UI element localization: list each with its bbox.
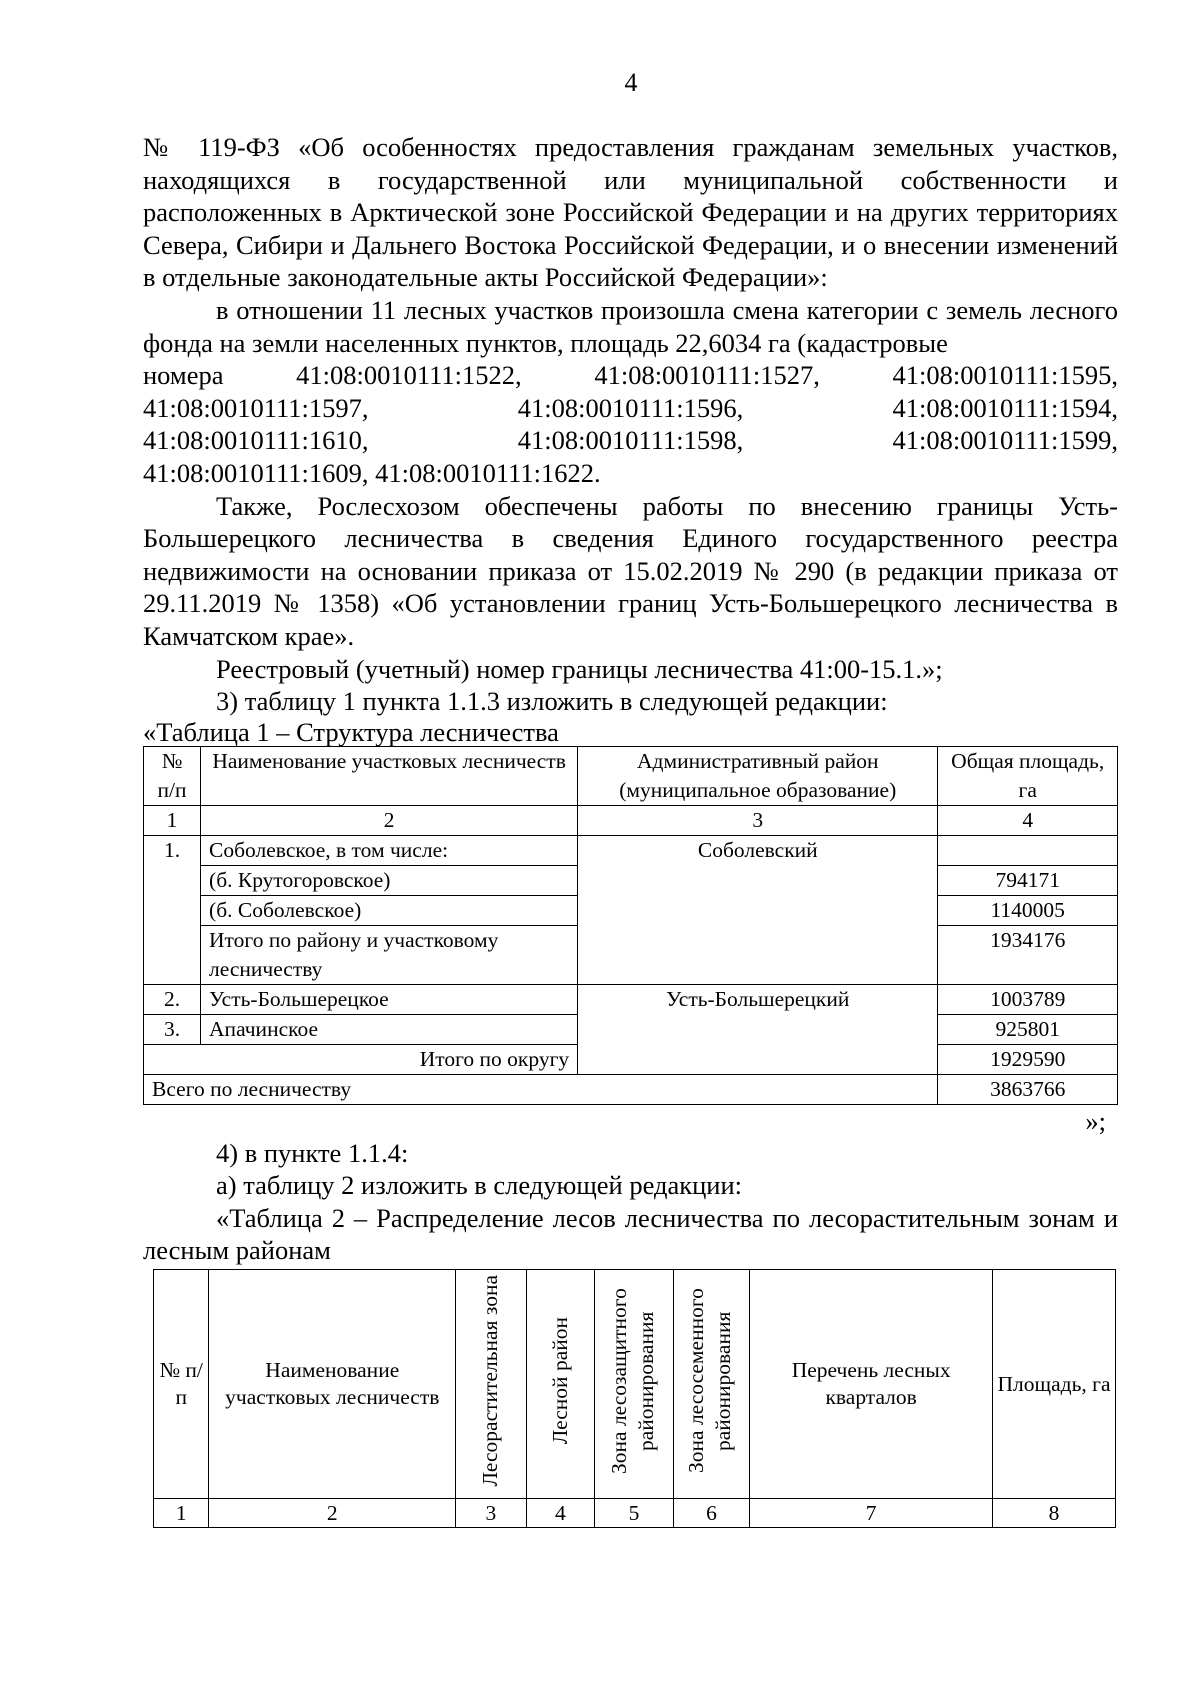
table-column-numbers: [144, 805, 1118, 835]
area-value: 1140005: [938, 895, 1118, 925]
forestry-name: Соболевское, в том числе:: [201, 835, 578, 865]
total-area: 3863766: [938, 1074, 1118, 1104]
total-label: Всего по лесничеству: [144, 1074, 938, 1104]
table-forest-distribution: [153, 1269, 1116, 1528]
column-number: 8: [993, 1499, 1116, 1528]
column-header: Перечень лесных кварталов: [750, 1270, 993, 1499]
table-row: [144, 984, 1118, 1014]
row-number: 1.: [144, 835, 201, 984]
column-header: Площадь, га: [993, 1270, 1116, 1499]
column-header: № п/п: [144, 746, 201, 805]
table-forestry-structure: [143, 746, 1118, 1105]
table-row: [144, 835, 1118, 865]
table2-caption: «Таблица 2 – Распределение лесов лесничества по лесорастительным зонам и лесным районам: [143, 1202, 1118, 1266]
column-number: 6: [673, 1499, 750, 1528]
row-number: 2.: [144, 984, 201, 1014]
cadastral-last-line: 41:08:0010111:1609, 41:08:0010111:1622.: [143, 457, 601, 488]
column-header: Зона лесосеменного районирования: [684, 1288, 736, 1473]
column-number: 7: [750, 1499, 993, 1528]
column-number: 3: [578, 805, 938, 835]
district-name: Усть-Большерецкий: [578, 984, 938, 1074]
area-value: 1934176: [938, 925, 1118, 984]
column-header: Зона лесозащитного районирования: [606, 1287, 658, 1474]
cadastral-row-3: [143, 424, 1118, 457]
table1-caption: «Таблица 1 – Структура лесничества: [143, 716, 559, 747]
column-number: 1: [154, 1499, 209, 1528]
table-header-row: [154, 1270, 1116, 1499]
column-header-vertical: [595, 1270, 674, 1499]
column-header: Наименование участковых лесничеств: [209, 1270, 456, 1499]
paragraph-law-reference: № 119-ФЗ «Об особенностях предоставления гражданам земельных участков, находящихся в государственной или муниципальной собственности и расположенных в Арктической зоне Российской Федерации и на других территориях Севера, Сибири и Дальнего Востока Российской Федерации, и о внесении изменений в отдельные законодательные акты Российской Федерации»:: [143, 132, 1118, 293]
document-body: [143, 131, 1118, 1528]
cadastral-number: 41:08:0010111:1522,: [296, 360, 522, 391]
table1-closing: »;: [1085, 1105, 1106, 1136]
column-header-vertical: [456, 1270, 527, 1499]
column-header: Лесной район: [547, 1316, 572, 1445]
cadastral-number: 41:08:0010111:1595,: [892, 360, 1118, 391]
table-header-row: [144, 746, 1118, 805]
area-value: 1929590: [938, 1044, 1118, 1074]
column-number: 5: [595, 1499, 674, 1528]
paragraph-category-change: в отношении 11 лесных участков произошла смена категории с земель лесного фонда на земли населенных пунктов, площадь 22,6034 га (кадастровые: [143, 294, 1118, 358]
area-value: 1003789: [938, 984, 1118, 1014]
paragraph-table1-intro: 3) таблицу 1 пункта 1.1.3 изложить в следующей редакции:: [216, 686, 888, 717]
column-header: Общая площадь, га: [938, 746, 1118, 805]
district-name: Соболевский: [578, 835, 938, 984]
column-number: 4: [526, 1499, 594, 1528]
column-number: 4: [938, 805, 1118, 835]
row-number: 3.: [144, 1014, 201, 1044]
paragraph-boundary: Также, Рослесхозом обеспечены работы по внесению границы Усть-Большерецкого лесничества в сведения Единого государственного реестра недвижимости на основании приказа от 15.02.2019 № 290 (в редакции приказа от 29.11.2019 № 1358) «Об установлении границ Усть-Большерецкого лесничества в Камчатском крае».: [143, 490, 1118, 651]
cadastral-number: 41:08:0010111:1527,: [594, 360, 820, 391]
cadastral-number: 41:08:0010111:1599,: [892, 425, 1118, 456]
cadastral-number: 41:08:0010111:1594,: [892, 392, 1118, 423]
column-number: 2: [209, 1499, 456, 1528]
paragraph-registry-number: Реестровый (учетный) номер границы лесничества 41:00-15.1.»;: [216, 653, 943, 684]
cadastral-number: 41:08:0010111:1610,: [143, 425, 369, 456]
column-header-vertical: [526, 1270, 594, 1499]
area-value: 925801: [938, 1014, 1118, 1044]
cadastral-row-2: [143, 392, 1118, 425]
numbers-label: номера: [143, 360, 224, 391]
cadastral-number: 41:08:0010111:1596,: [517, 392, 744, 423]
table-column-numbers: [154, 1499, 1116, 1528]
column-header-vertical: [673, 1270, 750, 1499]
column-header: Административный район (муниципальное образование): [578, 746, 938, 805]
cadastral-number: 41:08:0010111:1598,: [517, 425, 744, 456]
column-header: Лесорастительная зона: [478, 1274, 503, 1487]
cadastral-row-1: [143, 359, 1118, 392]
paragraph-item-4: 4) в пункте 1.1.4:: [216, 1137, 409, 1168]
forestry-name: Итого по району и участковому лесничеству: [201, 925, 578, 984]
area-value: 794171: [938, 865, 1118, 895]
paragraph-item-4a: а) таблицу 2 изложить в следующей редакции:: [216, 1170, 743, 1201]
subtotal-label: Итого по округу: [144, 1044, 578, 1074]
cadastral-number: 41:08:0010111:1597,: [143, 392, 369, 423]
column-number: 1: [144, 805, 201, 835]
page-number: 4: [624, 68, 638, 97]
column-header: № п/п: [154, 1270, 209, 1499]
forestry-name: (б. Крутогоровское): [201, 865, 578, 895]
column-number: 3: [456, 1499, 527, 1528]
forestry-name: Усть-Большерецкое: [201, 984, 578, 1014]
forestry-name: Апачинское: [201, 1014, 578, 1044]
forestry-name: (б. Соболевское): [201, 895, 578, 925]
column-header: Наименование участковых лесничеств: [201, 746, 578, 805]
area-value: [938, 835, 1118, 865]
table-total-row: [144, 1074, 1118, 1104]
column-number: 2: [201, 805, 578, 835]
